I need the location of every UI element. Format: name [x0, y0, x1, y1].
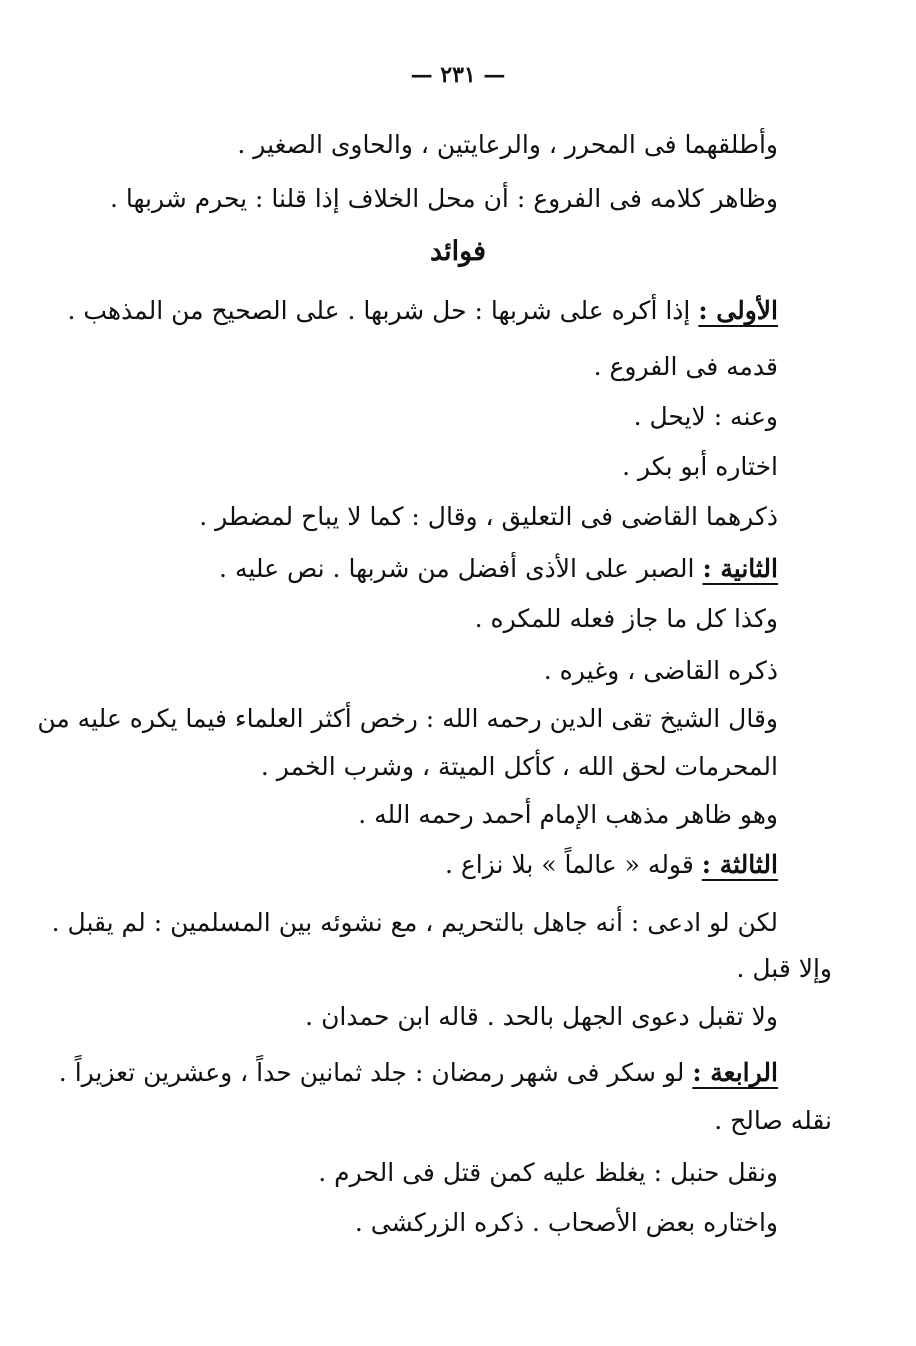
benefit-label-fourth: الرابعة :	[692, 1058, 778, 1087]
text-line-20: ونقل حنبل : يغلظ عليه كمن قتل فى الحرم .	[318, 1158, 778, 1187]
benefit-label-first: الأولى :	[698, 296, 778, 325]
text-line-7: ذكرهما القاضى فى التعليق ، وقال : كما لا يباح لمضطر .	[199, 502, 778, 531]
section-heading: فوائد	[429, 236, 487, 267]
benefit-text-fourth: لو سكر فى شهر رمضان : جلد ثمانين حداً ، وعشرين تعزيراً .	[58, 1058, 685, 1087]
text-line-2: وظاهر كلامه فى الفروع : أن محل الخلاف إذا قلنا : يحرم شربها .	[110, 184, 778, 213]
text-line-1: وأطلقهما فى المحرر ، والرعايتين ، والحاوى الصغير .	[237, 130, 778, 159]
benefit-label-third: الثالثة :	[701, 850, 778, 879]
text-line-4: قدمه فى الفروع .	[593, 352, 778, 381]
benefit-fourth	[59, 1056, 778, 1090]
page-number: — ٢٣١ —	[410, 62, 506, 88]
benefit-text-third: قوله « عالماً » بلا نزاع .	[444, 850, 694, 879]
benefit-first	[67, 294, 778, 328]
text-line-15: لكن لو ادعى : أنه جاهل بالتحريم ، مع نشوئه بين المسلمين : لم يقبل .	[51, 908, 778, 937]
text-line-17: ولا تقبل دعوى الجهل بالحد . قاله ابن حمدان .	[305, 1002, 778, 1031]
benefit-third	[445, 848, 778, 882]
benefit-second	[219, 552, 778, 586]
text-line-5: وعنه : لايحل .	[633, 402, 778, 431]
text-line-9: وكذا كل ما جاز فعله للمكره .	[474, 604, 778, 633]
benefit-text-first: إذا أكره على شربها : حل شربها . على الصحيح من المذهب .	[67, 296, 691, 325]
benefit-text-second: الصبر على الأذى أفضل من شربها . نص عليه .	[219, 554, 695, 583]
text-line-16: وإلا قبل .	[736, 954, 832, 983]
benefit-label-second: الثانية :	[702, 554, 778, 583]
text-line-13: وهو ظاهر مذهب الإمام أحمد رحمه الله .	[358, 800, 778, 829]
text-line-12: المحرمات لحق الله ، كأكل الميتة ، وشرب الخمر .	[260, 752, 778, 781]
text-line-6: اختاره أبو بكر .	[622, 452, 778, 481]
text-line-19: نقله صالح .	[714, 1106, 832, 1135]
text-line-11: وقال الشيخ تقى الدين رحمه الله : رخص أكثر العلماء فيما يكره عليه من	[37, 704, 778, 733]
text-line-21: واختاره بعض الأصحاب . ذكره الزركشى .	[354, 1208, 778, 1237]
text-line-10: ذكره القاضى ، وغيره .	[543, 656, 778, 685]
